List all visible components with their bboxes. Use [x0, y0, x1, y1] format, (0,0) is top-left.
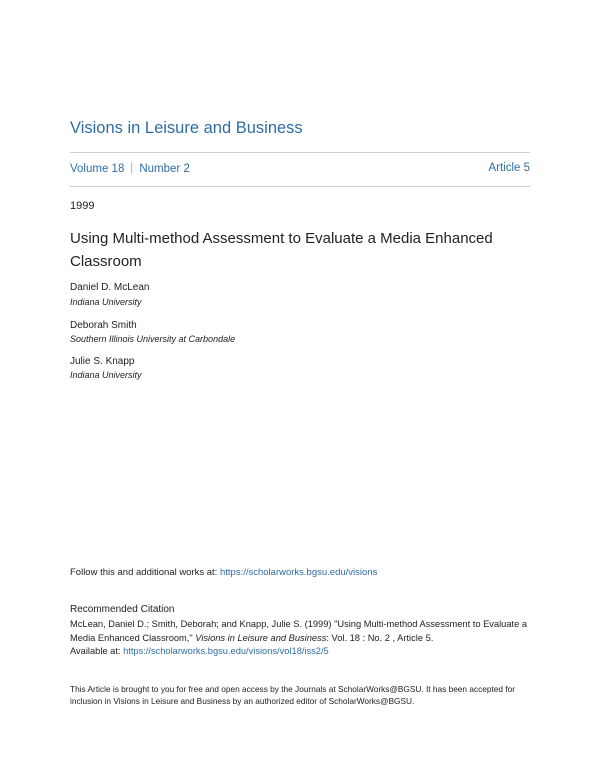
journal-title[interactable]: Visions in Leisure and Business [70, 119, 303, 137]
follow-line [70, 567, 377, 578]
follow-text: Follow this and additional works at: [70, 567, 220, 578]
citation-link[interactable]: https://scholarworks.bgsu.edu/visions/vol18/iss2/5 [123, 646, 329, 656]
author-affiliation: Indiana University [70, 297, 142, 307]
author-name: Deborah Smith [70, 320, 137, 331]
author-affiliation: Indiana University [70, 370, 142, 380]
citation-text [70, 618, 540, 659]
author-affiliation: Southern Illinois University at Carbondale [70, 334, 236, 344]
author-name: Julie S. Knapp [70, 356, 135, 367]
number-link[interactable]: Number 2 [139, 163, 190, 175]
article-title: Using Multi-method Assessment to Evaluate a Media Enhanced Classroom [70, 230, 493, 270]
citation-volume: : Vol. 18 : No. 2 , Article 5. [326, 632, 434, 643]
follow-link[interactable]: https://scholarworks.bgsu.edu/visions [219, 567, 378, 578]
volume-link[interactable]: Volume 18 [70, 163, 125, 175]
citation-authors-title: McLean, Daniel D.; Smith, Deborah; and Knapp, Julie S. (1999) "Using Multi-method Assessment to Evaluate a Media Enhanced Classroom," [70, 619, 528, 643]
available-label: Available at: [70, 646, 124, 656]
publication-year: 1999 [70, 200, 95, 212]
issue-info [70, 162, 190, 175]
author-name: Daniel D. McLean [70, 282, 150, 293]
divider-top [70, 152, 530, 153]
divider-bottom [70, 186, 530, 187]
citation-heading: Recommended Citation [70, 604, 175, 615]
citation-journal: Visions in Leisure and Business [195, 632, 327, 643]
separator [131, 162, 132, 174]
article-number-link[interactable]: Article 5 [488, 162, 530, 174]
access-statement: This Article is brought to you for free and open access by the Journals at ScholarWorks@BGSU. It has been accepted for inclusion in Visions in Leisure and Business by an authorized editor of ScholarWorks@BGSU. [70, 684, 516, 706]
